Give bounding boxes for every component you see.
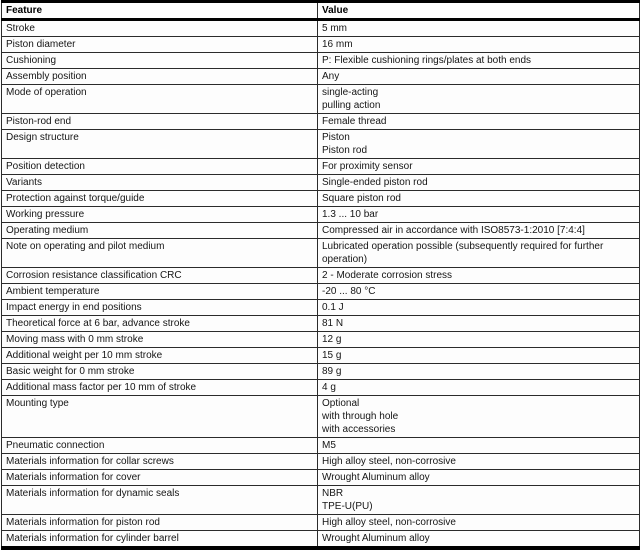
value-line: pulling action [322,100,381,111]
value-line: Piston [322,132,350,143]
feature-cell: Note on operating and pilot medium [2,239,318,268]
value-line: 0.1 J [322,302,344,313]
value-line: 16 mm [322,39,353,50]
value-line: Lubricated operation possible (subsequently required for further operation) [322,241,604,265]
value-line: 1.3 ... 10 bar [322,209,379,220]
value-line: NBR [322,488,344,499]
value-cell [318,223,640,239]
value-cell [318,454,640,470]
value-cell [318,268,640,284]
table-row [2,396,640,438]
table-row [2,438,640,454]
value-line: 81 N [322,318,344,329]
value-line: 5 mm [322,23,347,34]
table-row [2,114,640,130]
value-line: with through hole [322,411,399,422]
table-row [2,486,640,515]
table-row [2,332,640,348]
value-line: single-acting [322,87,379,98]
feature-cell: Protection against torque/guide [2,191,318,207]
value-line: -20 ... 80 °C [322,286,376,297]
value-cell [318,332,640,348]
value-cell [318,438,640,454]
value-line: Compressed air in accordance with ISO8573-1:2010 [7:4:4] [322,225,585,236]
value-cell [318,69,640,85]
table-row [2,300,640,316]
feature-cell: Pneumatic connection [2,438,318,454]
table-row [2,159,640,175]
feature-cell: Mode of operation [2,85,318,114]
value-line: 89 g [322,366,342,377]
value-line: High alloy steel, non-corrosive [322,456,456,467]
feature-cell: Materials information for piston rod [2,515,318,531]
value-cell [318,316,640,332]
feature-cell: Impact energy in end positions [2,300,318,316]
feature-cell: Moving mass with 0 mm stroke [2,332,318,348]
value-line: 12 g [322,334,342,345]
table-row [2,364,640,380]
feature-cell: Corrosion resistance classification CRC [2,268,318,284]
value-column-header: Value [318,2,640,20]
feature-cell: Materials information for dynamic seals [2,486,318,515]
value-line: Wrought Aluminum alloy [322,533,430,544]
value-cell [318,159,640,175]
value-cell [318,515,640,531]
value-cell [318,284,640,300]
value-cell [318,130,640,159]
table-row [2,69,640,85]
feature-cell: Materials information for collar screws [2,454,318,470]
table-row [2,268,640,284]
table-row [2,380,640,396]
value-line: For proximity sensor [322,161,413,172]
feature-cell: Variants [2,175,318,191]
feature-cell: Ambient temperature [2,284,318,300]
feature-cell: Operating medium [2,223,318,239]
value-cell [318,380,640,396]
feature-cell: Materials information for cylinder barrel [2,531,318,549]
value-cell [318,207,640,223]
feature-cell: Position detection [2,159,318,175]
value-line: Wrought Aluminum alloy [322,472,430,483]
value-line: High alloy steel, non-corrosive [322,517,456,528]
feature-cell: Mounting type [2,396,318,438]
feature-column-header: Feature [2,2,318,20]
feature-cell: Basic weight for 0 mm stroke [2,364,318,380]
spec-table [1,0,640,550]
table-row [2,239,640,268]
feature-cell: Additional mass factor per 10 mm of stroke [2,380,318,396]
table-row [2,316,640,332]
feature-cell: Cushioning [2,53,318,69]
feature-cell: Piston-rod end [2,114,318,130]
value-line: 4 g [322,382,336,393]
value-line: 15 g [322,350,342,361]
value-cell [318,348,640,364]
value-line: with accessories [322,424,396,435]
table-row [2,191,640,207]
table-row [2,223,640,239]
table-row [2,53,640,69]
value-cell [318,191,640,207]
value-line: Single-ended piston rod [322,177,428,188]
value-cell [318,531,640,549]
table-row [2,20,640,37]
value-cell [318,114,640,130]
value-cell [318,396,640,438]
value-line: Square piston rod [322,193,401,204]
value-cell [318,486,640,515]
table-row [2,470,640,486]
value-cell [318,300,640,316]
table-row [2,37,640,53]
header-row [2,2,640,20]
table-row [2,207,640,223]
value-cell [318,53,640,69]
value-line: Any [322,71,340,82]
feature-cell: Stroke [2,20,318,37]
value-cell [318,364,640,380]
table-row [2,284,640,300]
value-line: P: Flexible cushioning rings/plates at both ends [322,55,532,66]
value-cell [318,20,640,37]
value-cell [318,37,640,53]
value-cell [318,239,640,268]
value-line: TPE-U(PU) [322,501,373,512]
feature-cell: Additional weight per 10 mm stroke [2,348,318,364]
feature-cell: Theoretical force at 6 bar, advance stroke [2,316,318,332]
table-row [2,85,640,114]
value-cell [318,470,640,486]
feature-cell: Design structure [2,130,318,159]
feature-cell: Assembly position [2,69,318,85]
value-line: Female thread [322,116,387,127]
table-row [2,175,640,191]
table-row [2,130,640,159]
feature-cell: Working pressure [2,207,318,223]
feature-cell: Piston diameter [2,37,318,53]
value-line: M5 [322,440,336,451]
feature-cell: Materials information for cover [2,470,318,486]
table-row [2,531,640,549]
table-row [2,515,640,531]
value-line: Piston rod [322,145,368,156]
table-row [2,454,640,470]
spec-table-body [2,20,640,549]
value-line: Optional [322,398,360,409]
table-row [2,348,640,364]
value-cell [318,175,640,191]
value-cell [318,85,640,114]
value-line: 2 - Moderate corrosion stress [322,270,453,281]
